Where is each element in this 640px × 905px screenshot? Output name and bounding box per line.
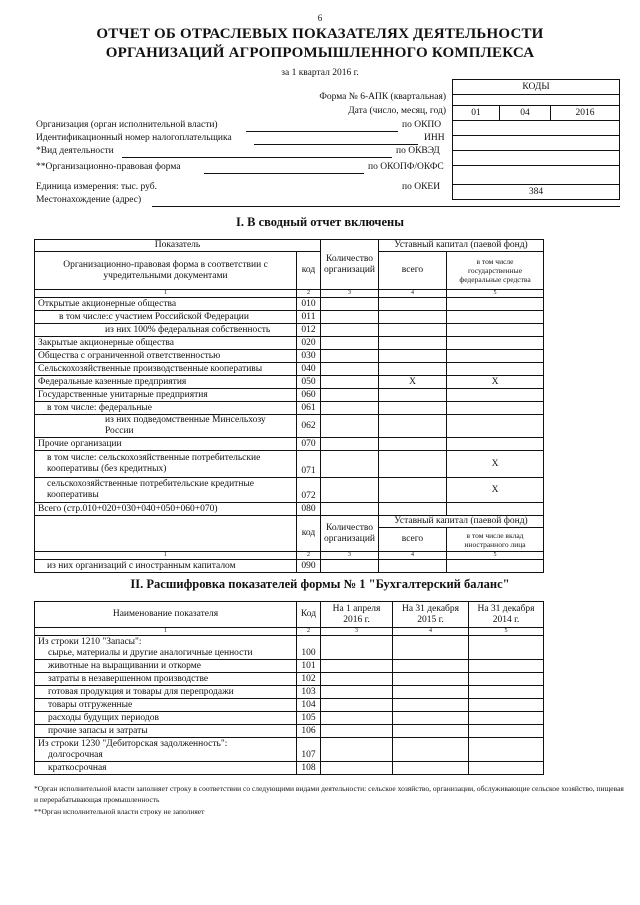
value-cell[interactable] bbox=[379, 389, 447, 402]
value-cell[interactable] bbox=[447, 503, 544, 516]
value-cell[interactable] bbox=[469, 660, 544, 673]
value-cell[interactable] bbox=[447, 389, 544, 402]
row-code: 106 bbox=[297, 725, 321, 738]
legal-form-label: **Организационно-правовая форма bbox=[36, 162, 181, 172]
value-cell[interactable] bbox=[447, 298, 544, 311]
value-cell[interactable] bbox=[447, 402, 544, 415]
s1-num-2: 2 bbox=[297, 290, 321, 298]
table-row bbox=[35, 376, 544, 389]
activity-input-line[interactable] bbox=[122, 157, 392, 158]
activity-label: *Вид деятельности bbox=[36, 146, 114, 156]
location-label: Местонахождение (адрес) bbox=[36, 195, 142, 205]
value-cell[interactable] bbox=[379, 350, 447, 363]
row-code: 103 bbox=[297, 686, 321, 699]
value-cell[interactable] bbox=[469, 686, 544, 699]
value-cell[interactable] bbox=[393, 673, 469, 686]
group-label: Из строки 1230 "Дебиторская задолженность": bbox=[38, 738, 228, 749]
form-code-cell bbox=[453, 95, 620, 106]
okved-label: по ОКВЭД bbox=[396, 146, 440, 156]
inn-name-label: Идентификационный номер налогоплательщика bbox=[36, 133, 232, 143]
table-row bbox=[35, 725, 544, 738]
s2-num-5: 5 bbox=[469, 628, 544, 636]
row-label bbox=[35, 636, 297, 660]
value-cell[interactable] bbox=[321, 376, 379, 389]
row-label: животные на выращивании и откорме bbox=[35, 660, 297, 673]
s2-num-1: 1 bbox=[35, 628, 297, 636]
table-row bbox=[35, 478, 544, 503]
value-cell[interactable]: Х bbox=[447, 451, 544, 478]
codes-header: КОДЫ bbox=[453, 80, 620, 95]
row-code: 101 bbox=[297, 660, 321, 673]
table-row bbox=[35, 363, 544, 376]
row-code: 105 bbox=[297, 712, 321, 725]
value-cell[interactable] bbox=[379, 402, 447, 415]
row-code: 011 bbox=[297, 311, 321, 324]
table-row bbox=[35, 438, 544, 451]
s1-h-capital: Уставный капитал (паевой фонд) bbox=[379, 240, 544, 252]
org-label: Организация (орган исполнительной власти) bbox=[36, 120, 218, 130]
value-cell[interactable] bbox=[321, 636, 393, 660]
s1-num-3: 3 bbox=[321, 290, 379, 298]
value-cell[interactable] bbox=[379, 337, 447, 350]
section2-table bbox=[34, 601, 544, 775]
value-cell[interactable] bbox=[379, 560, 447, 573]
value-cell[interactable] bbox=[393, 762, 469, 775]
row-label: затраты в незавершенном производстве bbox=[35, 673, 297, 686]
okpo-label: по ОКПО bbox=[402, 120, 442, 130]
value-cell[interactable] bbox=[379, 324, 447, 337]
table-row bbox=[35, 415, 544, 438]
form-label: Форма № 6-АПК (квартальная) bbox=[319, 92, 446, 102]
row-label: Прочие организации bbox=[35, 438, 297, 451]
okei-label: по ОКЕИ bbox=[402, 182, 441, 192]
value-cell[interactable] bbox=[321, 738, 393, 762]
value-cell[interactable] bbox=[393, 660, 469, 673]
s1-num-4: 4 bbox=[379, 290, 447, 298]
value-cell[interactable] bbox=[393, 699, 469, 712]
okopf-label: по ОКОПФ/ОКФС bbox=[368, 162, 444, 172]
date-day: 01 bbox=[453, 106, 500, 121]
value-cell[interactable] bbox=[469, 673, 544, 686]
report-title-line1: ОТЧЕТ ОБ ОТРАСЛЕВЫХ ПОКАЗАТЕЛЯХ ДЕЯТЕЛЬНОСТИ bbox=[96, 26, 544, 42]
table-row bbox=[35, 686, 544, 699]
unit-label: Единица измерения: тыс. руб. bbox=[36, 182, 157, 192]
codes-table bbox=[452, 79, 620, 200]
table-row bbox=[35, 311, 544, 324]
value-cell[interactable] bbox=[321, 478, 379, 503]
s1-h-count: Количество организаций bbox=[321, 240, 379, 290]
date-month: 04 bbox=[500, 106, 551, 121]
s1b-num-4: 4 bbox=[379, 552, 447, 560]
value-cell[interactable] bbox=[447, 311, 544, 324]
value-cell[interactable] bbox=[447, 560, 544, 573]
s1b-h-capital: Уставный капитал (паевой фонд) bbox=[379, 516, 544, 528]
s2-num-2: 2 bbox=[297, 628, 321, 636]
row-label: прочие запасы и затраты bbox=[35, 725, 297, 738]
report-title-line2: ОРГАНИЗАЦИЙ АГРОПРОМЫШЛЕННОГО КОМПЛЕКСА bbox=[105, 45, 535, 61]
value-cell[interactable] bbox=[393, 738, 469, 762]
table-row bbox=[35, 560, 544, 573]
value-cell[interactable] bbox=[321, 337, 379, 350]
value-cell[interactable] bbox=[321, 660, 393, 673]
value-cell[interactable]: Х bbox=[447, 376, 544, 389]
table-row bbox=[35, 699, 544, 712]
row-label: из них организаций с иностранным капиталом bbox=[35, 560, 297, 573]
row-code: 010 bbox=[297, 298, 321, 311]
s1b-num-1: 1 bbox=[35, 552, 297, 560]
value-cell[interactable] bbox=[321, 725, 393, 738]
s1-h-code: код bbox=[297, 252, 321, 290]
table-row bbox=[35, 402, 544, 415]
value-cell[interactable] bbox=[469, 725, 544, 738]
row-code: 050 bbox=[297, 376, 321, 389]
okei-code-cell: 384 bbox=[453, 185, 620, 200]
row-code: 102 bbox=[297, 673, 321, 686]
value-cell[interactable] bbox=[379, 363, 447, 376]
row-code: 100 bbox=[297, 636, 321, 660]
value-cell[interactable] bbox=[379, 298, 447, 311]
value-cell[interactable] bbox=[393, 636, 469, 660]
table-row bbox=[35, 636, 544, 660]
s2-h-code: Код bbox=[297, 602, 321, 628]
s2-h-name: Наименование показателя bbox=[35, 602, 297, 628]
row-label: Федеральные казенные предприятия bbox=[35, 376, 297, 389]
value-cell[interactable] bbox=[393, 725, 469, 738]
row-label: Государственные унитарные предприятия bbox=[35, 389, 297, 402]
value-cell[interactable] bbox=[321, 762, 393, 775]
row-label: Всего (стр.010+020+030+040+050+060+070) bbox=[35, 503, 297, 516]
s1b-h-total: всего bbox=[379, 528, 447, 552]
value-cell[interactable] bbox=[321, 350, 379, 363]
value-cell[interactable] bbox=[379, 311, 447, 324]
s2-h-col5: На 31 декабря 2014 г. bbox=[469, 602, 544, 628]
value-cell[interactable] bbox=[321, 415, 379, 438]
value-cell[interactable] bbox=[469, 738, 544, 762]
value-cell[interactable] bbox=[469, 712, 544, 725]
value-cell[interactable]: Х bbox=[447, 478, 544, 503]
s1-h-form: Организационно-правовая форма в соответствии с учредительными документами bbox=[35, 252, 297, 290]
value-cell[interactable] bbox=[447, 350, 544, 363]
s2-num-3: 3 bbox=[321, 628, 393, 636]
s1-num-1: 1 bbox=[35, 290, 297, 298]
value-cell[interactable] bbox=[321, 686, 393, 699]
value-cell[interactable] bbox=[379, 451, 447, 478]
value-cell[interactable] bbox=[447, 415, 544, 438]
section2-title: II. Расшифровка показателей формы № 1 "Бухгалтерский баланс" bbox=[130, 577, 510, 591]
value-cell[interactable] bbox=[321, 560, 379, 573]
row-code: 020 bbox=[297, 337, 321, 350]
s1b-h-blank bbox=[35, 516, 297, 552]
row-label-text: долгосрочная bbox=[48, 749, 103, 760]
date-year: 2016 bbox=[551, 106, 620, 121]
row-label: готовая продукция и товары для перепродажи bbox=[35, 686, 297, 699]
value-cell[interactable] bbox=[321, 363, 379, 376]
row-code: 070 bbox=[297, 438, 321, 451]
value-cell[interactable] bbox=[321, 451, 379, 478]
value-cell[interactable] bbox=[321, 438, 379, 451]
org-input-line[interactable] bbox=[246, 131, 398, 132]
inn-label: ИНН bbox=[424, 133, 445, 143]
table-row bbox=[35, 503, 544, 516]
value-cell[interactable] bbox=[321, 712, 393, 725]
s1b-h-count: Количество организаций bbox=[321, 516, 379, 552]
value-cell[interactable] bbox=[379, 438, 447, 451]
row-code: 040 bbox=[297, 363, 321, 376]
row-label: Общества с ограниченной ответственностью bbox=[35, 350, 297, 363]
legal-form-input-line[interactable] bbox=[204, 173, 364, 174]
row-label: из них подведомственные Минсельхозу России bbox=[35, 415, 297, 438]
group-label: Из строки 1210 "Запасы": bbox=[38, 636, 142, 647]
value-cell[interactable] bbox=[469, 699, 544, 712]
s1b-num-5: 5 bbox=[447, 552, 544, 560]
table-row bbox=[35, 712, 544, 725]
table-row bbox=[35, 350, 544, 363]
footnote-2: **Орган исполнительной власти строку не заполняет bbox=[34, 807, 205, 816]
table-row bbox=[35, 298, 544, 311]
row-label: товары отгруженные bbox=[35, 699, 297, 712]
row-code: 072 bbox=[297, 478, 321, 503]
value-cell[interactable] bbox=[321, 389, 379, 402]
row-label: в том числе: сельскохозяйственные потребительские кооперативы (без кредитных) bbox=[35, 451, 297, 478]
row-code: 090 bbox=[297, 560, 321, 573]
s2-h-col3: На 1 апреля 2016 г. bbox=[321, 602, 393, 628]
value-cell[interactable] bbox=[469, 762, 544, 775]
value-cell[interactable]: Х bbox=[379, 376, 447, 389]
value-cell[interactable] bbox=[393, 712, 469, 725]
value-cell[interactable] bbox=[321, 699, 393, 712]
s1-num-5: 5 bbox=[447, 290, 544, 298]
table-row bbox=[35, 451, 544, 478]
row-label: Сельскохозяйственные производственные кооперативы bbox=[35, 363, 297, 376]
value-cell[interactable] bbox=[379, 478, 447, 503]
section1-table bbox=[34, 239, 544, 573]
value-cell[interactable] bbox=[321, 324, 379, 337]
row-label: в том числе: федеральные bbox=[35, 402, 297, 415]
row-code: 030 bbox=[297, 350, 321, 363]
row-code: 061 bbox=[297, 402, 321, 415]
s1-h-total: всего bbox=[379, 252, 447, 290]
row-code: 062 bbox=[297, 415, 321, 438]
s1-h-federal: в том числе государственные федеральные средства bbox=[447, 252, 544, 290]
row-label: Открытые акционерные общества bbox=[35, 298, 297, 311]
value-cell[interactable] bbox=[469, 636, 544, 660]
table-row bbox=[35, 337, 544, 350]
s2-h-col4: На 31 декабря 2015 г. bbox=[393, 602, 469, 628]
inn-input-line[interactable] bbox=[254, 144, 418, 145]
row-label: сельскохозяйственные потребительские кредитные кооперативы bbox=[35, 478, 297, 503]
s1b-num-3: 3 bbox=[321, 552, 379, 560]
s2-num-4: 4 bbox=[393, 628, 469, 636]
footnote-1: *Орган исполнительной власти заполняет строку в соответствии со следующими видами деятельности: сельское хозяйство, организации, обслуживающие сельское хозяйство, пищевая и перерабатывающая промышленность bbox=[34, 784, 624, 804]
row-code: 012 bbox=[297, 324, 321, 337]
table-row bbox=[35, 324, 544, 337]
s1b-num-2: 2 bbox=[297, 552, 321, 560]
row-label: расходы будущих периодов bbox=[35, 712, 297, 725]
row-code: 104 bbox=[297, 699, 321, 712]
section1-title: I. В сводный отчет включены bbox=[236, 215, 404, 229]
table-row bbox=[35, 660, 544, 673]
row-code: 080 bbox=[297, 503, 321, 516]
row-code: 108 bbox=[297, 762, 321, 775]
value-cell[interactable] bbox=[321, 503, 379, 516]
row-label-text: сырье, материалы и другие аналогичные ценности bbox=[48, 647, 253, 658]
row-label bbox=[35, 738, 297, 762]
value-cell[interactable] bbox=[321, 402, 379, 415]
okved-code-cell bbox=[453, 151, 620, 166]
row-label: в том числе:с участием Российской Федерации bbox=[35, 311, 297, 324]
value-cell[interactable] bbox=[447, 363, 544, 376]
value-cell[interactable] bbox=[321, 298, 379, 311]
date-label: Дата (число, месяц, год) bbox=[348, 106, 446, 116]
value-cell[interactable] bbox=[321, 311, 379, 324]
value-cell[interactable] bbox=[447, 324, 544, 337]
report-period: за 1 квартал 2016 г. bbox=[281, 68, 359, 78]
table-row bbox=[35, 738, 544, 762]
row-label: Закрытые акционерные общества bbox=[35, 337, 297, 350]
value-cell[interactable] bbox=[379, 503, 447, 516]
value-cell[interactable] bbox=[447, 337, 544, 350]
table-row bbox=[35, 673, 544, 686]
inn-code-cell bbox=[453, 136, 620, 151]
row-label: краткосрочная bbox=[35, 762, 297, 775]
s1-h-indicator: Показатель bbox=[35, 240, 321, 252]
row-label: из них 100% федеральная собственность bbox=[35, 324, 297, 337]
row-code: 060 bbox=[297, 389, 321, 402]
value-cell[interactable] bbox=[321, 673, 393, 686]
page-number: 6 bbox=[317, 13, 323, 23]
s1b-h-code: код bbox=[297, 516, 321, 552]
row-code: 107 bbox=[297, 738, 321, 762]
value-cell[interactable] bbox=[447, 438, 544, 451]
table-row bbox=[35, 389, 544, 402]
s1b-h-foreign: в том числе вклад иностранного лица bbox=[447, 528, 544, 552]
okpo-code-cell bbox=[453, 121, 620, 136]
row-code: 071 bbox=[297, 451, 321, 478]
value-cell[interactable] bbox=[379, 415, 447, 438]
location-input-line[interactable] bbox=[152, 206, 620, 207]
value-cell[interactable] bbox=[393, 686, 469, 699]
okopf-code-cell bbox=[453, 166, 620, 185]
table-row bbox=[35, 762, 544, 775]
